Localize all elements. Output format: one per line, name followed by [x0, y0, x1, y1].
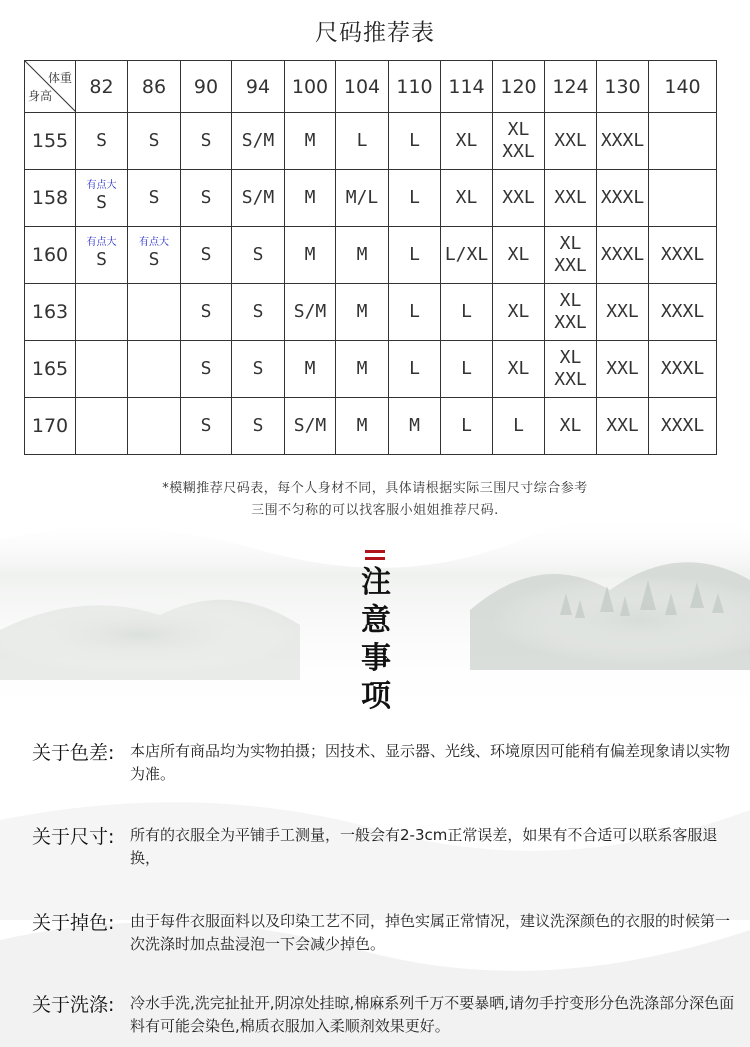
- size-cell: L: [389, 227, 441, 284]
- notice-text: 本店所有商品均为实物拍摄；因技术、显示器、光线、环境原因可能稍有偏差现象请以实物为准。: [130, 742, 731, 783]
- red-bar: [365, 557, 385, 560]
- size-cell: L: [441, 398, 493, 455]
- size-cell: S: [128, 113, 181, 170]
- table-row: [25, 170, 717, 227]
- size-cell: [76, 341, 128, 398]
- size-cell: M: [336, 341, 389, 398]
- size-cell: S: [181, 341, 232, 398]
- height-header-cell: 163: [25, 284, 76, 341]
- notice-heading-char: 事: [361, 641, 391, 676]
- size-cell: S: [128, 170, 181, 227]
- weight-header-cell: 114: [441, 61, 493, 113]
- size-value: XL: [559, 233, 582, 254]
- size-cell: S: [181, 398, 232, 455]
- size-cell: XXXL: [649, 341, 717, 398]
- table-row: [25, 113, 717, 170]
- size-cell: XXL: [597, 284, 649, 341]
- notice-text: 冷水手洗,洗完扯扯开,阴凉处挂晾,棉麻系列千万不要暴晒,请勿手拧变形分色洗涤部分深色面料有可能会染色,棉质衣服加入柔顺剂效果更好。: [130, 994, 735, 1035]
- notice-text: 由于每件衣服面料以及印染工艺不同，掉色实属正常情况，建议洗深颜色的衣服的时候第一次洗涤时加点盐浸泡一下会减少掉色。: [130, 912, 731, 953]
- size-note: 有点大: [139, 237, 169, 248]
- height-header-cell: 160: [25, 227, 76, 284]
- size-cell: S: [232, 341, 285, 398]
- notice-heading-char: 注: [361, 565, 391, 600]
- size-cell: XXXL: [597, 227, 649, 284]
- height-header-cell: 155: [25, 113, 76, 170]
- size-cell: XXL: [545, 113, 597, 170]
- notice-heading-char: 项: [361, 679, 391, 714]
- size-cell: XXXL: [597, 113, 649, 170]
- size-cell: M: [389, 398, 441, 455]
- weight-header-cell: 104: [336, 61, 389, 113]
- height-header-cell: 165: [25, 341, 76, 398]
- size-cell: [649, 113, 717, 170]
- size-cell: M: [336, 398, 389, 455]
- size-value: XL: [559, 347, 582, 368]
- size-value-alt: XXL: [502, 141, 535, 162]
- disclaimer-line-1: *模糊推荐尺码表，每个人身材不同，具体请根据实际三围尺寸综合参考: [162, 481, 588, 496]
- table-corner: [25, 61, 76, 113]
- size-cell: XL: [493, 284, 545, 341]
- size-cell: [128, 227, 181, 284]
- size-cell: L: [389, 113, 441, 170]
- size-cell: XXXL: [649, 284, 717, 341]
- size-value: S: [96, 192, 107, 213]
- red-bar: [365, 550, 385, 553]
- size-cell: S/M: [285, 398, 336, 455]
- weight-header-cell: 86: [128, 61, 181, 113]
- size-cell: L: [389, 284, 441, 341]
- page-title: 尺码推荐表: [315, 20, 435, 46]
- height-header-cell: 158: [25, 170, 76, 227]
- size-cell: L: [336, 113, 389, 170]
- size-cell: S: [181, 284, 232, 341]
- notice-label: 关于洗涤:: [32, 994, 115, 1016]
- size-cell: L: [493, 398, 545, 455]
- size-cell: XL: [545, 398, 597, 455]
- size-cell: S/M: [285, 284, 336, 341]
- size-cell: M: [285, 170, 336, 227]
- size-cell: [128, 398, 181, 455]
- size-cell: XXL: [545, 170, 597, 227]
- weight-header-cell: 140: [649, 61, 717, 113]
- size-note: 有点大: [86, 237, 117, 248]
- size-cell: [76, 284, 128, 341]
- size-cell: S/M: [232, 113, 285, 170]
- size-value: S: [96, 249, 107, 270]
- size-cell: XL: [493, 341, 545, 398]
- size-cell: L: [389, 341, 441, 398]
- size-cell: XXL: [597, 341, 649, 398]
- notice-text: 所有的衣服全为平铺手工测量，一般会有2-3cm正常误差，如果有不合适可以联系客服退换，: [130, 826, 718, 867]
- size-cell: XXXL: [649, 227, 717, 284]
- size-cell: M: [285, 227, 336, 284]
- size-cell: [545, 227, 597, 284]
- size-value-alt: XXL: [554, 255, 587, 276]
- size-cell: XL: [493, 227, 545, 284]
- size-cell: [76, 170, 128, 227]
- height-header-cell: 170: [25, 398, 76, 455]
- weight-header-cell: 110: [389, 61, 441, 113]
- weight-header-row: [25, 61, 717, 113]
- corner-weight-label: 体重: [47, 71, 72, 85]
- size-cell: XXL: [597, 398, 649, 455]
- size-cell: S: [232, 284, 285, 341]
- table-row: [25, 227, 717, 284]
- size-cell: L: [441, 284, 493, 341]
- size-value: XL: [559, 290, 582, 311]
- size-cell: XXXL: [649, 398, 717, 455]
- weight-header-cell: 100: [285, 61, 336, 113]
- disclaimer-line-2: 三围不匀称的可以找客服小姐姐推荐尺码.: [251, 503, 499, 518]
- size-cell: S: [181, 227, 232, 284]
- size-cell: [649, 170, 717, 227]
- size-value: XL: [507, 119, 530, 140]
- size-cell: XXL: [493, 170, 545, 227]
- size-cell: M: [285, 341, 336, 398]
- size-value-alt: XXL: [554, 369, 587, 390]
- size-cell: M: [285, 113, 336, 170]
- size-cell: M: [336, 227, 389, 284]
- table-row: [25, 284, 717, 341]
- size-cell: [76, 398, 128, 455]
- weight-header-cell: 124: [545, 61, 597, 113]
- size-value-alt: XXL: [554, 312, 587, 333]
- size-value: S: [148, 249, 160, 270]
- size-cell: L/XL: [441, 227, 493, 284]
- size-cell: XL: [441, 113, 493, 170]
- weight-header-cell: 94: [232, 61, 285, 113]
- notice-label: 关于色差:: [32, 742, 115, 764]
- size-cell: XXXL: [597, 170, 649, 227]
- weight-header-cell: 82: [76, 61, 128, 113]
- notice-label: 关于掉色:: [32, 912, 115, 934]
- size-cell: M/L: [336, 170, 389, 227]
- size-cell: S: [232, 398, 285, 455]
- size-cell: [545, 341, 597, 398]
- size-cell: L: [441, 341, 493, 398]
- weight-header-cell: 120: [493, 61, 545, 113]
- notice-heading: [356, 564, 396, 716]
- table-row: [25, 341, 717, 398]
- size-cell: [545, 284, 597, 341]
- notice-label: 关于尺寸:: [32, 826, 115, 848]
- size-chart-table: [24, 60, 717, 455]
- size-cell: [493, 113, 545, 170]
- size-cell: S: [76, 113, 128, 170]
- size-cell: S: [181, 170, 232, 227]
- notice-heading-char: 意: [361, 603, 391, 638]
- size-cell: S: [232, 227, 285, 284]
- size-cell: [128, 284, 181, 341]
- size-cell: M: [336, 284, 389, 341]
- size-cell: [76, 227, 128, 284]
- size-cell: L: [389, 170, 441, 227]
- table-row: [25, 398, 717, 455]
- size-note: 有点大: [86, 180, 117, 191]
- corner-height-label: 身高: [28, 89, 53, 103]
- weight-header-cell: 130: [597, 61, 649, 113]
- size-cell: S/M: [232, 170, 285, 227]
- size-cell: [128, 341, 181, 398]
- size-cell: S: [181, 113, 232, 170]
- size-cell: XL: [441, 170, 493, 227]
- disclaimer: [0, 478, 750, 522]
- heading-red-marks: [365, 550, 385, 560]
- weight-header-cell: 90: [181, 61, 232, 113]
